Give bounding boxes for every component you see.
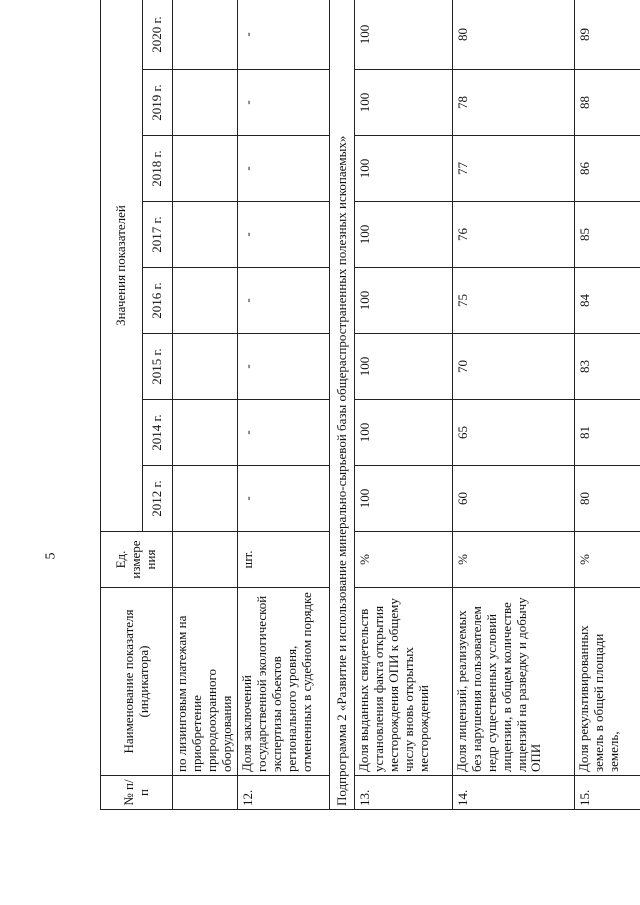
subprogram-row	[329, 0, 354, 810]
row-name: по лизинговым платежам на приобретение природоохранного оборудования	[173, 588, 238, 776]
table-row	[173, 0, 238, 810]
row-value	[173, 334, 238, 400]
row-value	[173, 136, 238, 202]
row-value: 77	[452, 136, 574, 202]
row-value: 83	[574, 334, 640, 400]
row-value: 76	[452, 202, 574, 268]
row-unit: шт.	[237, 532, 329, 588]
row-value: -	[237, 400, 329, 466]
year-2014: 2014 г.	[143, 400, 173, 466]
row-unit: %	[354, 532, 452, 588]
year-2015: 2015 г.	[143, 334, 173, 400]
header-values: Значения показателей	[101, 0, 143, 532]
row-value: 100	[354, 0, 452, 70]
row-value: 88	[574, 70, 640, 136]
row-value: 60	[452, 466, 574, 532]
row-name: Доля выданных свидетельств установления факта открытия месторождения ОПИ к общему числу вновь открытых месторождений	[354, 588, 452, 776]
year-2017: 2017 г.	[143, 202, 173, 268]
indicators-table	[100, 0, 640, 810]
row-value: 100	[354, 70, 452, 136]
row-no: 15.	[574, 776, 640, 810]
header-name: Наименование показателя (индикатора)	[101, 588, 173, 776]
row-value: 75	[452, 268, 574, 334]
row-unit: %	[574, 532, 640, 588]
header-no: № п/п	[101, 776, 173, 810]
row-value: -	[237, 334, 329, 400]
row-value: 100	[354, 268, 452, 334]
row-value: 65	[452, 400, 574, 466]
row-value: -	[237, 202, 329, 268]
row-name: Доля лицензий, реализуемых без нарушения пользователем недр существенных условий лицензии, в общем количестве лицензий на разведку и добычу ОПИ	[452, 588, 574, 776]
row-no	[173, 776, 238, 810]
row-value	[173, 0, 238, 70]
row-value: -	[237, 0, 329, 70]
row-value: 81	[574, 400, 640, 466]
year-2018: 2018 г.	[143, 136, 173, 202]
row-no: 14.	[452, 776, 574, 810]
year-2019: 2019 г.	[143, 70, 173, 136]
row-value: 100	[354, 136, 452, 202]
year-2020: 2020 г.	[143, 0, 173, 70]
header-unit: Ед. измере ния	[101, 532, 173, 588]
row-value: -	[237, 136, 329, 202]
row-value: 78	[452, 70, 574, 136]
table-row	[452, 0, 574, 810]
row-unit: %	[452, 532, 574, 588]
row-value: 100	[354, 400, 452, 466]
row-unit	[173, 532, 238, 588]
year-2012: 2012 г.	[143, 466, 173, 532]
row-value: 89	[574, 0, 640, 70]
table-row	[237, 0, 329, 810]
row-value: 100	[354, 202, 452, 268]
row-value	[173, 400, 238, 466]
table-row	[354, 0, 452, 810]
row-name: Доля рекультивированных земель в общей площади земель,	[574, 588, 640, 776]
row-value	[173, 268, 238, 334]
row-value: 80	[452, 0, 574, 70]
row-value	[173, 202, 238, 268]
row-value: 70	[452, 334, 574, 400]
table-row	[574, 0, 640, 810]
year-2016: 2016 г.	[143, 268, 173, 334]
row-value	[173, 466, 238, 532]
row-value: -	[237, 268, 329, 334]
row-value: -	[237, 466, 329, 532]
row-value	[173, 70, 238, 136]
row-value: 86	[574, 136, 640, 202]
row-no: 13.	[354, 776, 452, 810]
rotated-table-container	[100, 0, 640, 810]
row-value: -	[237, 70, 329, 136]
row-value: 85	[574, 202, 640, 268]
row-no: 12.	[237, 776, 329, 810]
page-number: 5	[43, 552, 59, 560]
subprogram-title: Подпрограмма 2 «Развитие и использование минерально-сырьевой базы общераспространенных полезных ископаемых»	[329, 0, 354, 810]
row-value: 84	[574, 268, 640, 334]
row-value: 100	[354, 334, 452, 400]
row-value: 100	[354, 466, 452, 532]
row-name: Доля заключений государственной экологической экспертизы объектов регионального уровня, отмененных в судебном порядке	[237, 588, 329, 776]
row-value: 80	[574, 466, 640, 532]
